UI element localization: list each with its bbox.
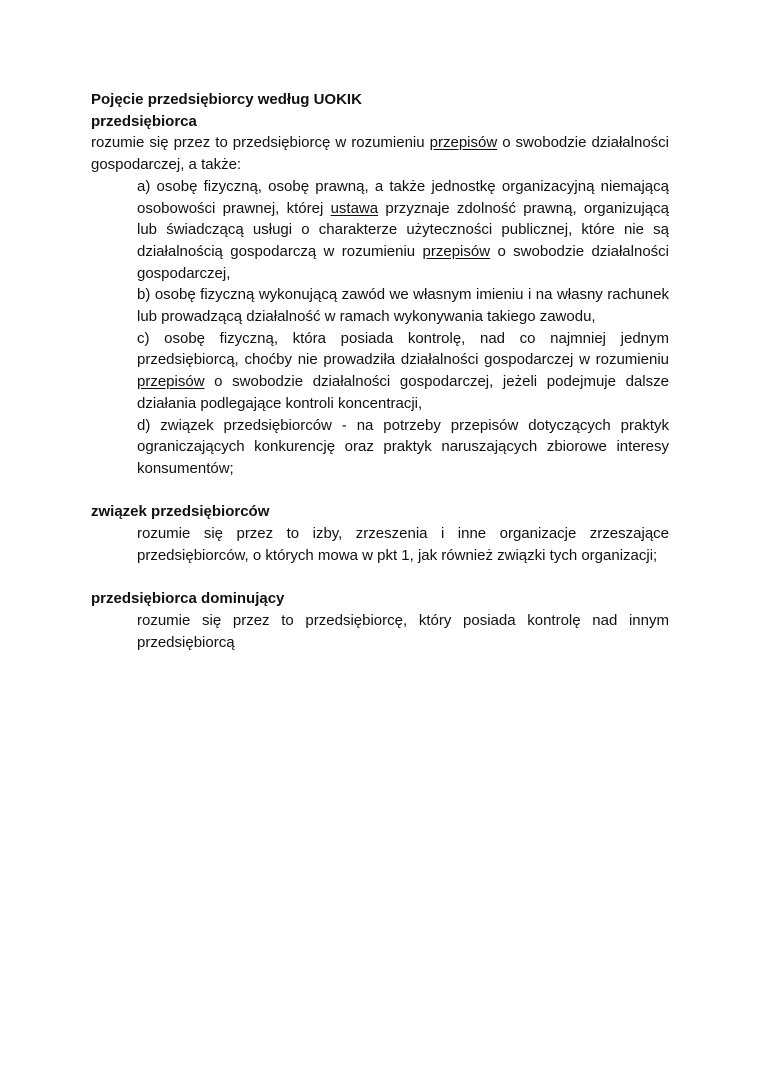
ustawa-link[interactable]: ustawa (330, 199, 379, 217)
przepisow-link[interactable]: przepisów (422, 242, 491, 260)
definition-intro: rozumie się przez to przedsiębiorcę w rozumieniu przepisów o swobodzie działalności gospodarczej, a także: (91, 134, 670, 174)
term-przedsiebiorca: przedsiębiorca (91, 112, 197, 130)
term-zwiazek-przedsiebiorcow: związek przedsiębiorców (91, 503, 270, 521)
list-item-c: c) osobę fizyczną, która posiada kontrolę, nad co najmniej jednym przedsiębiorcą, choćby nie prowadziła działalności gospodarczej w rozumieniu przepisów o swobodzie działalności gospodarczej, jeżeli podejmuje dalsze działania podlegające kontroli koncentracji, (137, 329, 669, 412)
definition-dominujacy: rozumie się przez to przedsiębiorcę, który posiada kontrolę nad innym przedsiębiorcą (137, 611, 669, 651)
section-spacer (91, 480, 669, 502)
list-item-a: a) osobę fizyczną, osobę prawną, a także jednostkę organizacyjną niemającą osobowości prawnej, której ustawa przyznaje zdolność prawną, organizującą lub świadczącą usługi o charakterze użyteczności publicznej, które nie są działalnością gospodarczą w rozumieniu przepisów o swobodzie działalności gospodarczej, (137, 177, 669, 282)
document-title: Pojęcie przedsiębiorcy według UOKIK (91, 91, 362, 108)
document-page (91, 89, 669, 653)
definition-zwiazek: rozumie się przez to izby, zrzeszenia i inne organizacje zrzeszające przedsiębiorców, o których mowa w pkt 1, jak również związki tych organizacji; (137, 525, 669, 564)
list-item-d: d) związek przedsiębiorców - na potrzeby przepisów dotyczących praktyk ograniczających konkurencję oraz praktyk naruszających zbiorowe interesy konsumentów; (137, 416, 669, 477)
przepisow-link[interactable]: przepisów (429, 134, 498, 152)
section-spacer (91, 566, 669, 588)
term-przedsiebiorca-dominujacy: przedsiębiorca dominujący (91, 590, 285, 608)
przepisow-link[interactable]: przepisów (137, 373, 205, 391)
list-item-b: b) osobę fizyczną wykonującą zawód we własnym imieniu i na własny rachunek lub prowadzącą działalność w ramach wykonywania takiego zawodu, (137, 286, 669, 326)
